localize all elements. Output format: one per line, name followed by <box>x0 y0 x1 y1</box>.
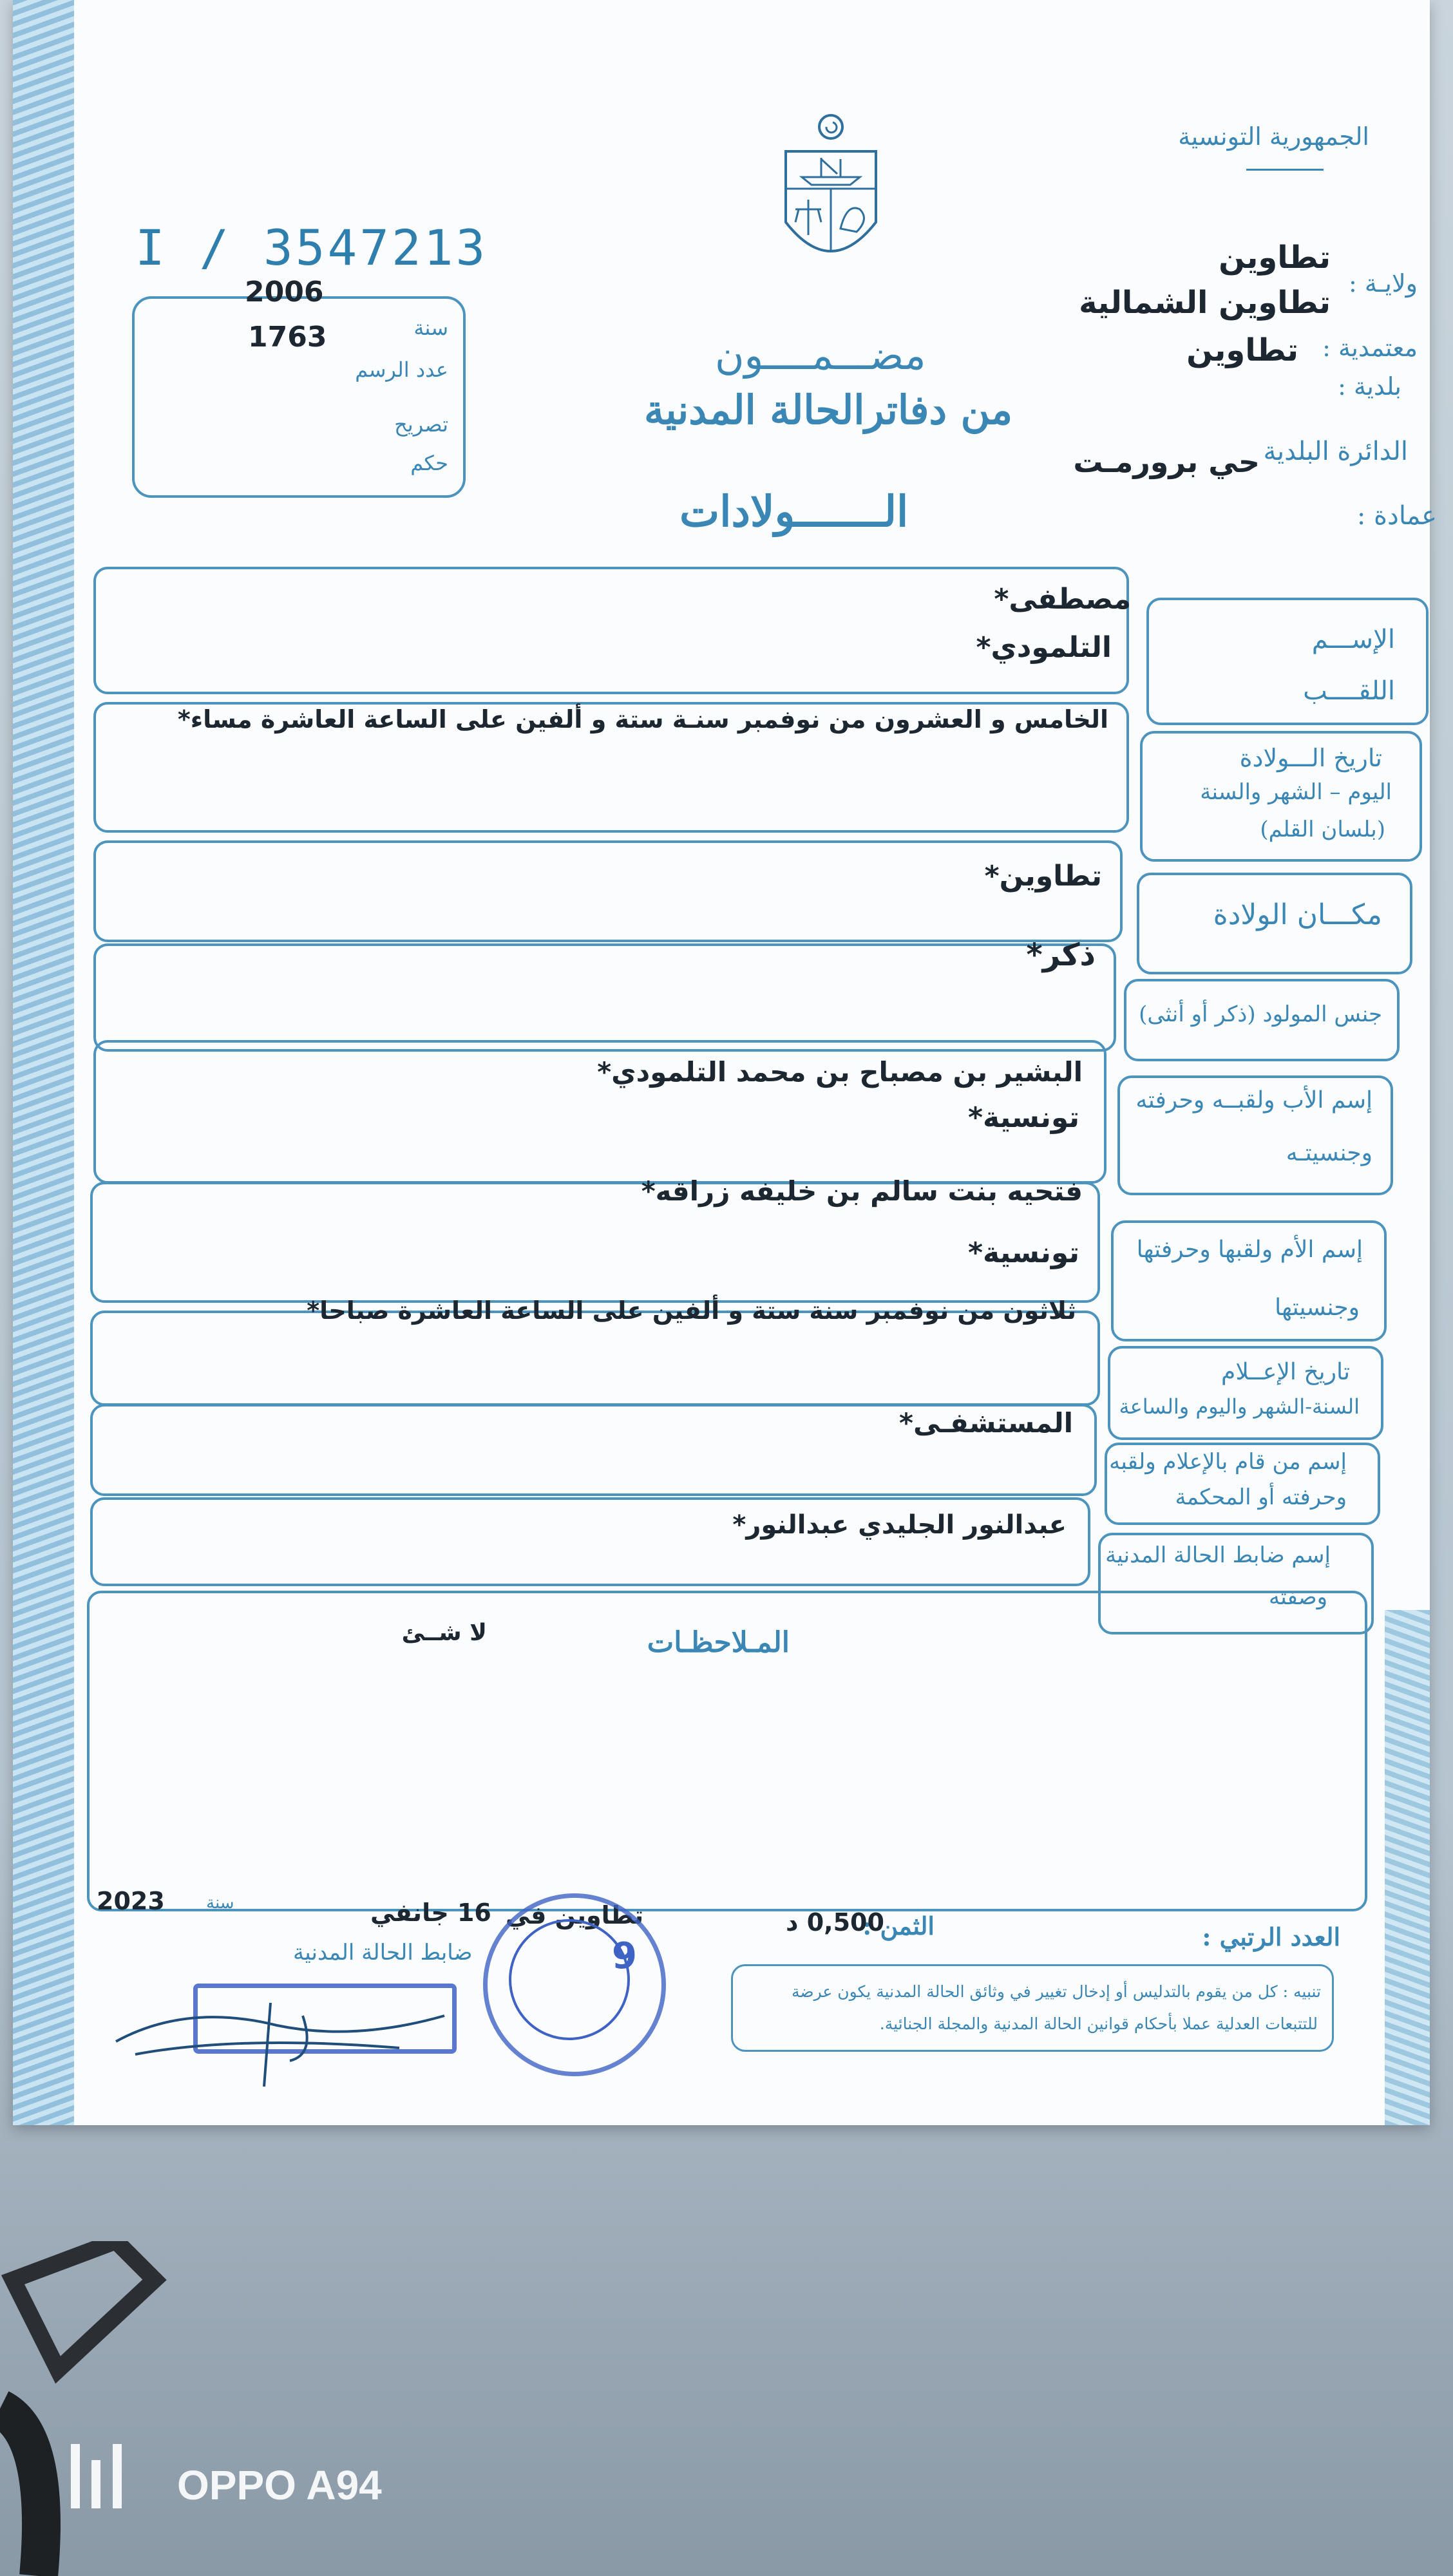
first-name-label: الإســـم <box>1311 625 1395 654</box>
name-label-box <box>1146 598 1429 725</box>
birth-date-value: الخامس و العشرون من نوفمبر سنـة ستة و ألفين على الساعة العاشرة مساء* <box>177 705 1108 734</box>
republic-header: الجمهورية التونسية <box>1178 122 1369 151</box>
serial-order-label: العدد الرتبي : <box>1202 1922 1340 1951</box>
registration-number-value: 1763 <box>248 321 327 354</box>
declarant-label-2: وحرفته أو المحكمة <box>1175 1484 1347 1510</box>
serial-number: I / 3547213 <box>135 219 488 276</box>
sex-value: ذكر* <box>1026 937 1096 973</box>
sex-value-box <box>93 943 1116 1052</box>
daira-label: الدائرة البلدية <box>1263 437 1408 466</box>
mother-label-nationality: وجنسيتها <box>1275 1294 1360 1321</box>
remarks-value: لا شــئ <box>401 1620 487 1646</box>
issue-year-value: 2023 <box>97 1887 165 1915</box>
mother-label: إسم الأم ولقبها وحرفتها <box>1136 1236 1363 1263</box>
warning-line2: للتتبعات العدلية عملا بأحكام قوانين الحالة المدنية والمجلة الجنائية. <box>879 2014 1318 2033</box>
judgment-label: حكم <box>410 451 448 475</box>
declaration-date-value: ثلاثون من نوفمبر سنة ستة و ألفين على الساعة العاشرة صباحا* <box>307 1296 1076 1325</box>
wilaya-value: تطاوين <box>1219 240 1331 276</box>
father-label-nationality: وجنسيتـه <box>1286 1140 1372 1166</box>
officer-value: عبدالنور الجليدي عبدالنور* <box>732 1510 1067 1540</box>
father-value: البشير بن مصباح بن محمد التلمودي* <box>597 1056 1083 1088</box>
warning-line1: تنبيه : كل من يقوم بالتدليس أو إدخال تغيير في وثائق الحالة المدنية يكون عرضة <box>791 1982 1321 2001</box>
price-label: الثمن : <box>862 1911 935 1940</box>
mootamadiya-value: تطاوين الشمالية <box>1079 285 1331 321</box>
birth-date-sublabel: اليوم – الشهر والسنة <box>1200 779 1392 805</box>
declarant-label: إسم من قام بالإعلام ولقبه <box>1109 1449 1347 1475</box>
baladiya-value: تطاوين <box>1186 332 1298 368</box>
officer-label: إسم ضابط الحالة المدنية <box>1105 1542 1331 1568</box>
header-divider <box>1246 169 1324 171</box>
handwritten-signature <box>109 1964 464 2093</box>
title-line2: من دفاترالحالة المدنية <box>644 386 1013 433</box>
stamp-number: 9 <box>612 1935 637 1977</box>
decorative-border-right <box>1385 1610 1430 2125</box>
issue-date: 16 جانفي <box>370 1899 491 1927</box>
year-label: سنة <box>413 316 448 340</box>
birth-place-value-box <box>93 840 1123 942</box>
camera-watermark-text: OPPO A94 <box>177 2462 382 2508</box>
baladiya-label: بلدية : <box>1338 372 1401 401</box>
section-title: الـــــــولادات <box>679 486 909 536</box>
declaration-label: تصريح <box>394 412 448 437</box>
tunisia-coat-of-arms-icon <box>776 113 886 280</box>
officer-signature-label: ضابط الحالة المدنية <box>293 1940 473 1965</box>
mother-nationality-value: تونسية* <box>967 1236 1079 1269</box>
wilaya-label: ولايـة : <box>1349 269 1418 298</box>
warning-box <box>731 1964 1334 2052</box>
camera-watermark-logo-icon <box>68 2441 126 2512</box>
birth-place-label: مكـــان الولادة <box>1213 898 1382 931</box>
officer-label-2: وصفته <box>1269 1584 1327 1610</box>
last-name-value: التلمودي* <box>976 631 1112 664</box>
sex-label: جنس المولود (ذكر أو أنثى) <box>1139 1001 1382 1027</box>
declaration-date-label: تاريخ الإعــلام <box>1221 1359 1350 1385</box>
title-line1: مضـــمــــون <box>715 332 926 379</box>
birth-date-note: (بلسان القلم) <box>1260 817 1385 842</box>
price-value: 0,500 د <box>786 1908 884 1937</box>
mootamadiya-label: معتمدية : <box>1322 334 1418 362</box>
declaration-date-sublabel: السنة-الشهر واليوم والساعة <box>1119 1394 1360 1419</box>
mother-value: فتحيه بنت سالم بن خليفه زراقه* <box>641 1175 1083 1207</box>
issue-year-label: سنة <box>206 1893 234 1913</box>
birth-place-value: تطاوين* <box>984 860 1102 893</box>
father-label: إسم الأب ولقبــه وحرفته <box>1135 1087 1372 1113</box>
declaration-date-value-box <box>90 1311 1100 1406</box>
declarant-value: المستشفـى* <box>899 1407 1073 1439</box>
father-nationality-value: تونسية* <box>967 1101 1079 1134</box>
daira-value: حي برورمـت <box>1073 444 1260 479</box>
decorative-border-left <box>13 0 74 2125</box>
omada-label: عمادة : <box>1356 501 1437 531</box>
remarks-label: المـلاحظـات <box>647 1626 790 1659</box>
issue-place: تطاوين في <box>506 1901 644 1929</box>
name-value-box <box>93 567 1129 694</box>
strap-object <box>0 2241 167 2576</box>
registration-number-label: عدد الرسم <box>355 357 448 382</box>
last-name-label: اللقــــب <box>1303 676 1395 706</box>
year-value: 2006 <box>245 276 324 308</box>
first-name-value: مصطفى* <box>994 583 1131 616</box>
birth-date-label: تاريخ الـــولادة <box>1239 744 1382 772</box>
